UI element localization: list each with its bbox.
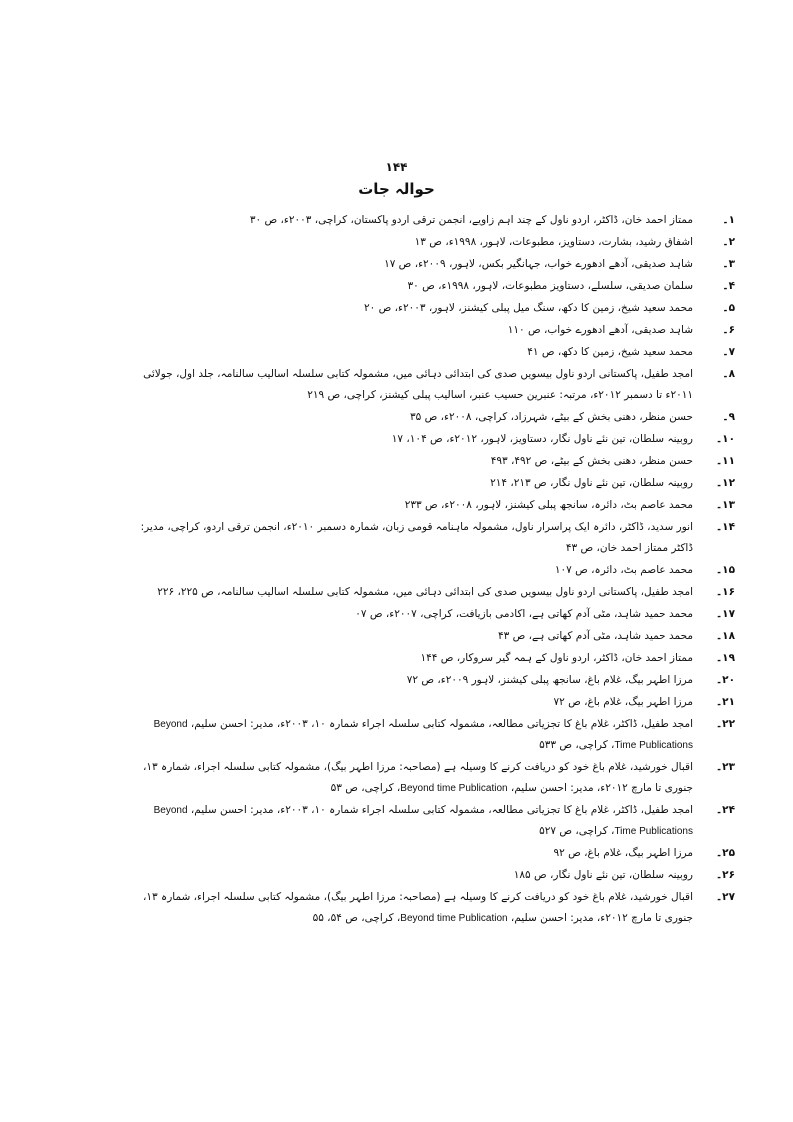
reference-text bbox=[135, 407, 693, 428]
reference-number: ۲۴۔ bbox=[716, 804, 735, 816]
reference-publisher-latin: Beyond time Publication bbox=[400, 783, 508, 794]
reference-number: ۱۸۔ bbox=[716, 630, 735, 642]
reference-text bbox=[135, 429, 693, 450]
reference-text bbox=[135, 276, 693, 297]
reference-item bbox=[135, 843, 735, 864]
reference-number: ۱۹۔ bbox=[716, 652, 735, 664]
reference-text bbox=[135, 670, 693, 691]
reference-item bbox=[135, 276, 735, 297]
reference-item bbox=[135, 254, 735, 275]
page-number: ۱۴۴ bbox=[385, 160, 408, 174]
reference-number: ۲۳۔ bbox=[716, 761, 735, 773]
reference-number: ۴۔ bbox=[722, 280, 735, 292]
reference-citation: حسن منظر، دھنی بخش کے بیٹے، ص ۴۹۲، ۴۹۳ bbox=[490, 455, 693, 467]
reference-citation: اقبال خورشید، غلام باغ خود کو دریافت کرنے کا وسیلہ ہے (مصاحبہ: مرزا اطہر بیگ)، مشمولہ کتابی سلسلہ اجراء، شمارہ ۱۳، جنوری تا مارچ ۲۰۱۲ء، مدیر: احسن سلیم، bbox=[143, 761, 693, 794]
reference-citation-tail: ، کراچی، ص ۵۳ bbox=[330, 782, 401, 794]
reference-item bbox=[135, 210, 735, 231]
reference-item bbox=[135, 232, 735, 253]
reference-text bbox=[135, 364, 693, 406]
reference-text bbox=[135, 210, 693, 231]
reference-text bbox=[135, 887, 693, 929]
references-heading: حوالہ جات bbox=[358, 180, 435, 198]
reference-number: ۱۳۔ bbox=[716, 499, 735, 511]
reference-citation: ممتاز احمد خان، ڈاکٹر، اردو ناول کے ہمہ گیر سروکار، ص ۱۴۴ bbox=[420, 652, 693, 664]
reference-number: ۵۔ bbox=[722, 302, 735, 314]
reference-citation: مرزا اطہر بیگ، غلام باغ، ص ۷۲ bbox=[553, 696, 693, 708]
reference-text bbox=[135, 714, 693, 756]
reference-number: ۸۔ bbox=[722, 368, 735, 380]
reference-citation: محمد سعید شیخ، زمین کا دکھ، ص ۴۱ bbox=[527, 346, 693, 358]
reference-item bbox=[135, 451, 735, 472]
reference-text bbox=[135, 517, 693, 559]
reference-text bbox=[135, 865, 693, 886]
reference-text bbox=[135, 342, 693, 363]
reference-item bbox=[135, 320, 735, 341]
reference-number: ۲۰۔ bbox=[716, 674, 735, 686]
reference-citation-tail: ، کراچی، ص ۵۴، ۵۵ bbox=[312, 912, 401, 924]
reference-citation: اقبال خورشید، غلام باغ خود کو دریافت کرنے کا وسیلہ ہے (مصاحبہ: مرزا اطہر بیگ)، مشمولہ کتابی سلسلہ اجراء، شمارہ ۱۳، جنوری تا مارچ ۲۰۱۲ء، مدیر: احسن سلیم، bbox=[143, 891, 693, 924]
reference-number: ۲۱۔ bbox=[716, 696, 735, 708]
reference-citation-tail: ، کراچی، ص ۵۳۳ bbox=[539, 739, 615, 751]
reference-citation: روبینہ سلطان، تین نئے ناول نگار، دستاویز، لاہور، ۲۰۱۲ء، ص ۱۰۴، ۱۷ bbox=[391, 433, 693, 445]
reference-item bbox=[135, 604, 735, 625]
reference-citation: محمد حمید شاہد، مٹی آدم کھاتی ہے، اکادمی بازیافت، کراچی، ۲۰۰۷ء، ص ۰۷ bbox=[355, 608, 693, 620]
reference-item bbox=[135, 887, 735, 929]
reference-item bbox=[135, 692, 735, 713]
reference-citation: سلمان صدیقی، سلسلے، دستاویز مطبوعات، لاہور، ۱۹۹۸ء، ص ۳۰ bbox=[407, 280, 693, 292]
reference-text bbox=[135, 232, 693, 253]
reference-text bbox=[135, 757, 693, 799]
reference-text bbox=[135, 843, 693, 864]
reference-citation: شاہد صدیقی، آدھے ادھورے خواب، جہانگیر بکس، لاہور، ۲۰۰۹ء، ص ۱۷ bbox=[384, 258, 693, 270]
reference-item bbox=[135, 298, 735, 319]
reference-citation: ممتاز احمد خان، ڈاکٹر، اردو ناول کے چند اہم زاویے، انجمن ترقی اردو پاکستان، کراچی، ۲۰۰۳ء، ص ۳۰ bbox=[249, 214, 693, 226]
reference-number: ۲۔ bbox=[722, 236, 735, 248]
reference-citation: محمد سعید شیخ، زمین کا دکھ، سنگ میل پبلی کیشنز، لاہور، ۲۰۰۳ء، ص ۲۰ bbox=[363, 302, 693, 314]
reference-citation: شاہد صدیقی، آدھے ادھورے خواب، ص ۱۱۰ bbox=[507, 324, 693, 336]
reference-number: ۱۴۔ bbox=[716, 521, 735, 533]
reference-citation: حسن منظر، دھنی بخش کے بیٹے، شہرزاد، کراچی، ۲۰۰۸ء، ص ۳۵ bbox=[410, 411, 693, 423]
reference-text bbox=[135, 582, 693, 603]
reference-item bbox=[135, 407, 735, 428]
reference-number: ۲۲۔ bbox=[716, 718, 735, 730]
reference-item bbox=[135, 865, 735, 886]
reference-item bbox=[135, 560, 735, 581]
reference-number: ۶۔ bbox=[722, 324, 735, 336]
reference-number: ۳۔ bbox=[722, 258, 735, 270]
reference-item bbox=[135, 757, 735, 799]
reference-text bbox=[135, 254, 693, 275]
reference-item bbox=[135, 495, 735, 516]
reference-citation: امجد طفیل، پاکستانی اردو ناول بیسویں صدی کی ابتدائی دہائی میں، مشمولہ کتابی سلسلہ اسالیب سالنامہ، ص ۲۲۵، ۲۲۶ bbox=[157, 586, 693, 598]
reference-citation: انور سدید، ڈاکٹر، دائرہ ایک پراسرار ناول، مشمولہ ماہنامہ قومی زبان، شمارہ دسمبر ۲۰۱۰ء، انجمن ترقی اردو، کراچی، مدیر: ڈاکٹر ممتاز احمد خان، ص ۴۳ bbox=[140, 521, 693, 554]
reference-citation: امجد طفیل، ڈاکٹر، غلام باغ کا تجزیاتی مطالعہ، مشمولہ کتابی سلسلہ اجراء شمارہ ۱۰، ۲۰۰۳ء، مدیر: احسن سلیم، bbox=[187, 718, 693, 730]
reference-citation: محمد عاصم بٹ، دائرہ، سانجھ پبلی کیشنز، لاہور، ۲۰۰۸ء، ص ۲۳۳ bbox=[404, 499, 693, 511]
reference-text bbox=[135, 800, 693, 842]
reference-publisher-latin: Beyond time Publication bbox=[400, 913, 508, 924]
reference-citation: امجد طفیل، ڈاکٹر، غلام باغ کا تجزیاتی مطالعہ، مشمولہ کتابی سلسلہ اجراء شمارہ ۱۰، ۲۰۰۳ء، مدیر: احسن سلیم، bbox=[187, 804, 693, 816]
reference-text bbox=[135, 560, 693, 581]
reference-citation: روبینہ سلطان، تین نئے ناول نگار، ص ۲۱۳، ۲۱۴ bbox=[490, 477, 693, 489]
reference-number: ۱۵۔ bbox=[716, 564, 735, 576]
reference-citation: محمد حمید شاہد، مٹی آدم کھاتی ہے، ص ۴۳ bbox=[498, 630, 693, 642]
reference-text bbox=[135, 298, 693, 319]
reference-text bbox=[135, 473, 693, 494]
reference-publisher-latin: Beyond Time Publications bbox=[153, 719, 693, 751]
reference-item bbox=[135, 364, 735, 406]
reference-item bbox=[135, 517, 735, 559]
reference-number: ۱۷۔ bbox=[716, 608, 735, 620]
reference-text bbox=[135, 604, 693, 625]
reference-number: ۷۔ bbox=[722, 346, 735, 358]
reference-number: ۲۶۔ bbox=[716, 869, 735, 881]
reference-text bbox=[135, 626, 693, 647]
reference-citation: مرزا اطہر بیگ، غلام باغ، ص ۹۲ bbox=[553, 847, 693, 859]
reference-item bbox=[135, 342, 735, 363]
references-list bbox=[135, 210, 735, 930]
reference-text bbox=[135, 648, 693, 669]
reference-item bbox=[135, 800, 735, 842]
reference-citation: اشفاق رشید، بشارت، دستاویز، مطبوعات، لاہور، ۱۹۹۸ء، ص ۱۳ bbox=[414, 236, 693, 248]
reference-citation: محمد عاصم بٹ، دائرہ، ص ۱۰۷ bbox=[554, 564, 693, 576]
reference-item bbox=[135, 429, 735, 450]
reference-number: ۱۰۔ bbox=[716, 433, 735, 445]
reference-text bbox=[135, 692, 693, 713]
reference-item bbox=[135, 670, 735, 691]
reference-number: ۱۶۔ bbox=[716, 586, 735, 598]
reference-citation-tail: ، کراچی، ص ۵۲۷ bbox=[539, 825, 615, 837]
reference-number: ۱۱۔ bbox=[716, 455, 735, 467]
reference-number: ۱۲۔ bbox=[716, 477, 735, 489]
reference-item bbox=[135, 582, 735, 603]
reference-citation: امجد طفیل، پاکستانی اردو ناول بیسویں صدی کی ابتدائی دہائی میں، مشمولہ کتابی سلسلہ اسالیب سالنامہ، جلد اول، جولائی ۲۰۱۱ء تا دسمبر ۲۰۱۲ء، مرتبہ: عنبرین حسیب عنبر، اسالیب پبلی کیشنز، کراچی، ص ۲۱۹ bbox=[143, 368, 693, 401]
reference-item bbox=[135, 648, 735, 669]
reference-item bbox=[135, 626, 735, 647]
reference-text bbox=[135, 320, 693, 341]
reference-number: ۲۵۔ bbox=[716, 847, 735, 859]
reference-item bbox=[135, 473, 735, 494]
reference-citation: روبینہ سلطان، تین نئے ناول نگار، ص ۱۸۵ bbox=[513, 869, 693, 881]
reference-number: ۱۔ bbox=[722, 214, 735, 226]
reference-text bbox=[135, 495, 693, 516]
reference-citation: مرزا اطہر بیگ، غلام باغ، سانجھ پبلی کیشنز، لاہور ۲۰۰۹ء، ص ۷۲ bbox=[406, 674, 693, 686]
reference-text bbox=[135, 451, 693, 472]
reference-publisher-latin: Beyond Time Publications bbox=[153, 805, 693, 837]
reference-item bbox=[135, 714, 735, 756]
reference-number: ۲۷۔ bbox=[716, 891, 735, 903]
reference-number: ۹۔ bbox=[722, 411, 735, 423]
